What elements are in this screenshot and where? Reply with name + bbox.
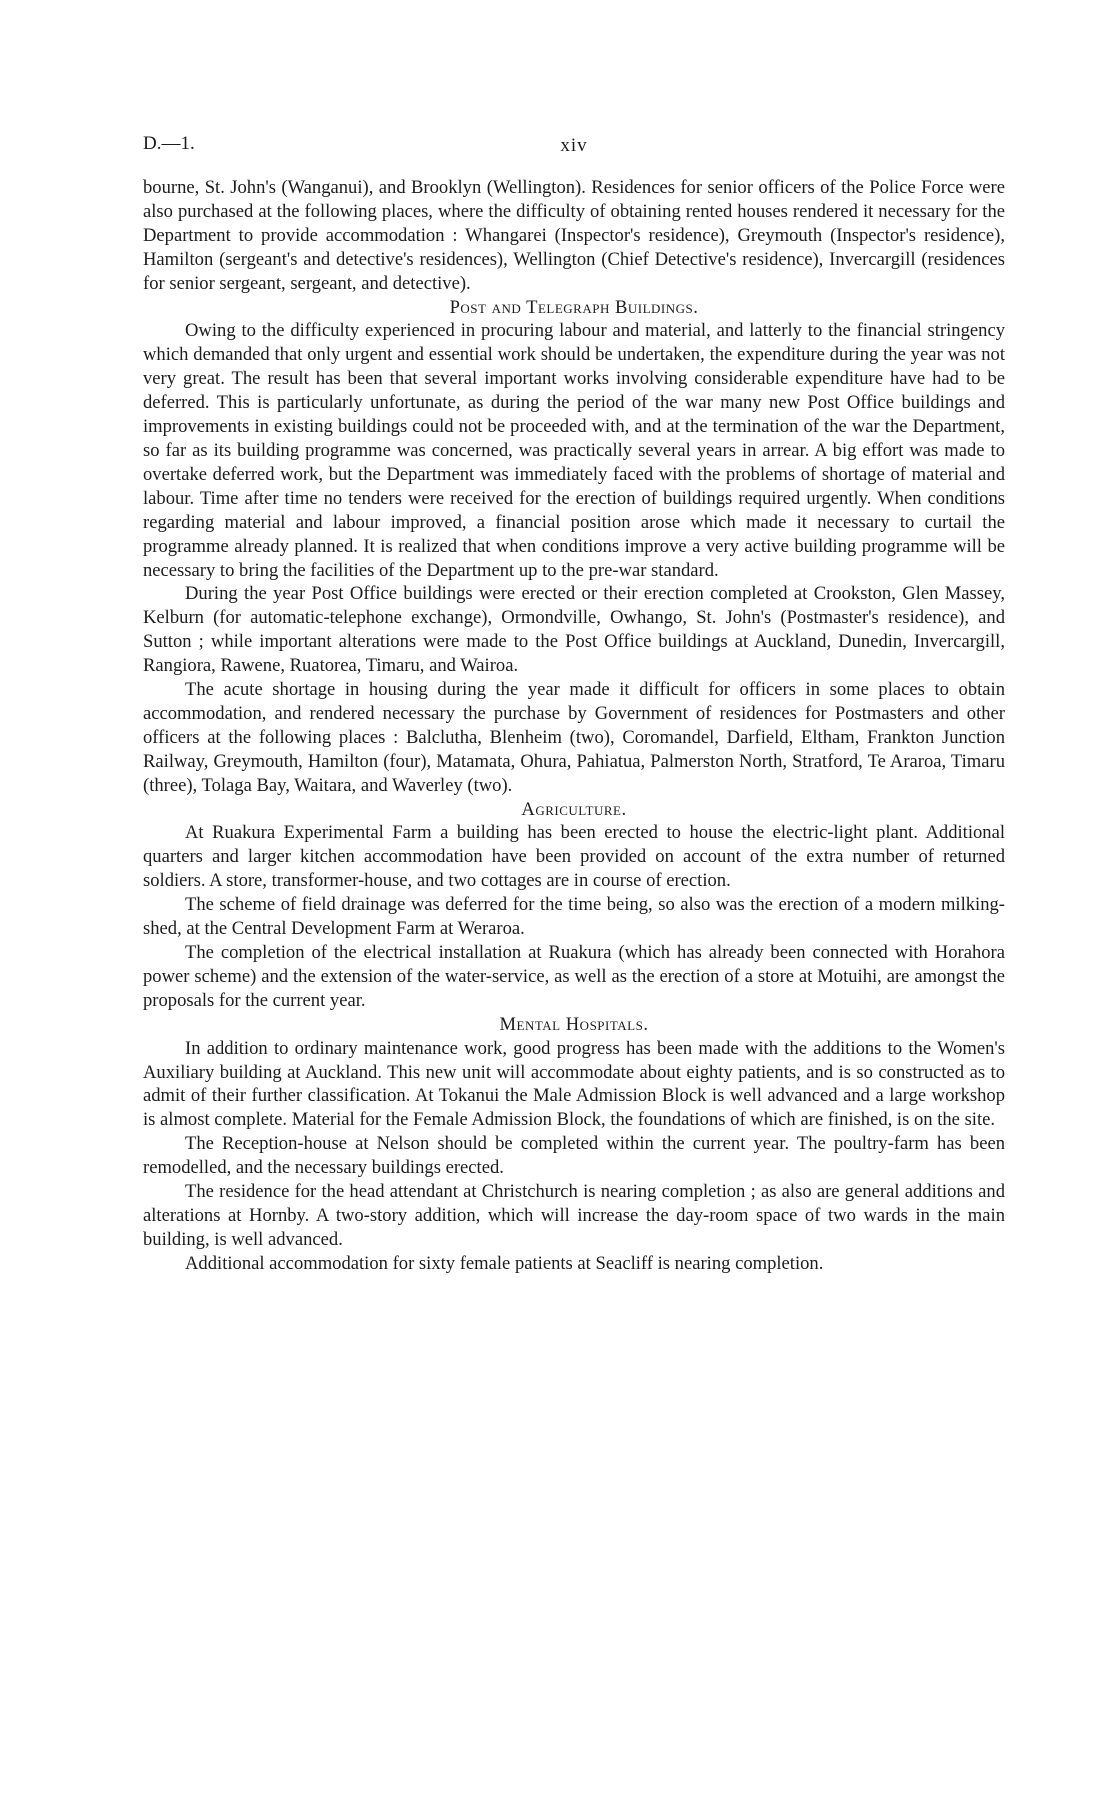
body-text	[143, 176, 1005, 1276]
document-reference: D.—1.	[143, 133, 195, 154]
agriculture-paragraph-1: At Ruakura Experimental Farm a building has been erected to house the electric-light plant. Additional quarters and larger kitchen accommodation have been provided on account of the extra number of returned soldiers. A store, transformer-house, and two cottages are in course of erection.	[143, 822, 1005, 892]
mental-paragraph-3: The residence for the head attendant at Christchurch is nearing completion ; as also are general additions and alterations at Hornby. A two-story addition, which will increase the day-room space of two wards in the main building, is well advanced.	[143, 1181, 1005, 1250]
post-paragraph-2: During the year Post Office buildings were erected or their erection completed at Crookston, Glen Massey, Kelburn (for automatic-telephone exchange), Ormondville, Owhango, St. John's (Postmaster's residence), and Sutton ; while important alterations were made to the Post Office buildings at Auckland, Dunedin, Invercargill, Rangiora, Rawene, Ruatorea, Timaru, and Wairoa.	[143, 583, 1005, 677]
agriculture-paragraph-3: The completion of the electrical installation at Ruakura (which has already been connected with Horahora power scheme) and the extension of the water-service, as well as the erection of a store at Motuihi, are amongst the proposals for the current year.	[143, 942, 1005, 1011]
page-header	[143, 133, 1005, 159]
heading-mental-hospitals: Mental Hospitals.	[499, 1013, 649, 1035]
mental-paragraph-4: Additional accommodation for sixty female patients at Seacliff is nearing completion.	[185, 1252, 824, 1274]
post-paragraph-1: Owing to the difficulty experienced in procuring labour and material, and latterly to the financial stringency which demanded that only urgent and essential work should be undertaken, the expenditure during the year was not very great. The result has been that several important works involving considerable expenditure have had to be deferred. This is particularly unfortunate, as during the period of the war many new Post Office buildings and improvements in existing buildings could not be proceeded with, and at the termination of the war the Department, so far as its building programme was concerned, was practically several years in arrear. A big effort was made to overtake deferred work, but the Department was immediately faced with the problems of shortage of material and labour. Time after time no tenders were received for the erection of buildings required urgently. When conditions regarding material and labour improved, a financial position arose which made it necessary to curtail the programme already planned. It is realized that when conditions improve a very active building programme will be necessary to bring the facilities of the Department up to the pre-war standard.	[143, 320, 1005, 581]
post-paragraph-3: The acute shortage in housing during the year made it difficult for officers in some places to obtain accommodation, and rendered necessary the purchase by Government of residences for Postmasters and other officers at the following places : Balclutha, Blenheim (two), Coromandel, Darfield, Eltham, Frankton Junction Railway, Greymouth, Hamilton (four), Matamata, Ohura, Pahiatua, Palmerston North, Stratford, Te Araroa, Timaru (three), Tolaga Bay, Waitara, and Waverley (two).	[143, 679, 1005, 796]
document-page	[143, 0, 1005, 1800]
agriculture-paragraph-2: The scheme of field drainage was deferred for the time being, so also was the erection of a modern milking-shed, at the Central Development Farm at Weraroa.	[143, 894, 1005, 940]
police-paragraph-1: bourne, St. John's (Wanganui), and Brooklyn (Wellington). Residences for senior officers of the Police Force were also purchased at the following places, where the difficulty of obtaining rented houses rendered it necessary for the Department to provide accommodation : Whangarei (Inspector's residence), Greymouth (Inspector's residence), Hamilton (sergeant's and detective's residences), Wellington (Chief Detective's residence), Invercargill (residences for senior sergeant, sergeant, and detective).	[143, 177, 1005, 294]
mental-paragraph-1: In addition to ordinary maintenance work, good progress has been made with the additions to the Women's Auxiliary building at Auckland. This new unit will accommodate about eighty patients, and is so constructed as to admit of their further classification. At Tokanui the Male Admission Block is well advanced and a large workshop is almost complete. Material for the Female Admission Block, the foundations of which are finished, is on the site.	[143, 1037, 1005, 1131]
heading-agriculture: Agriculture.	[521, 798, 627, 820]
heading-post-and-telegraph: Post and Telegraph Buildings.	[449, 296, 699, 318]
mental-paragraph-2: The Reception-house at Nelson should be completed within the current year. The poultry-farm has been remodelled, and the necessary buildings erected.	[143, 1133, 1005, 1179]
page-number: xiv	[560, 135, 588, 156]
